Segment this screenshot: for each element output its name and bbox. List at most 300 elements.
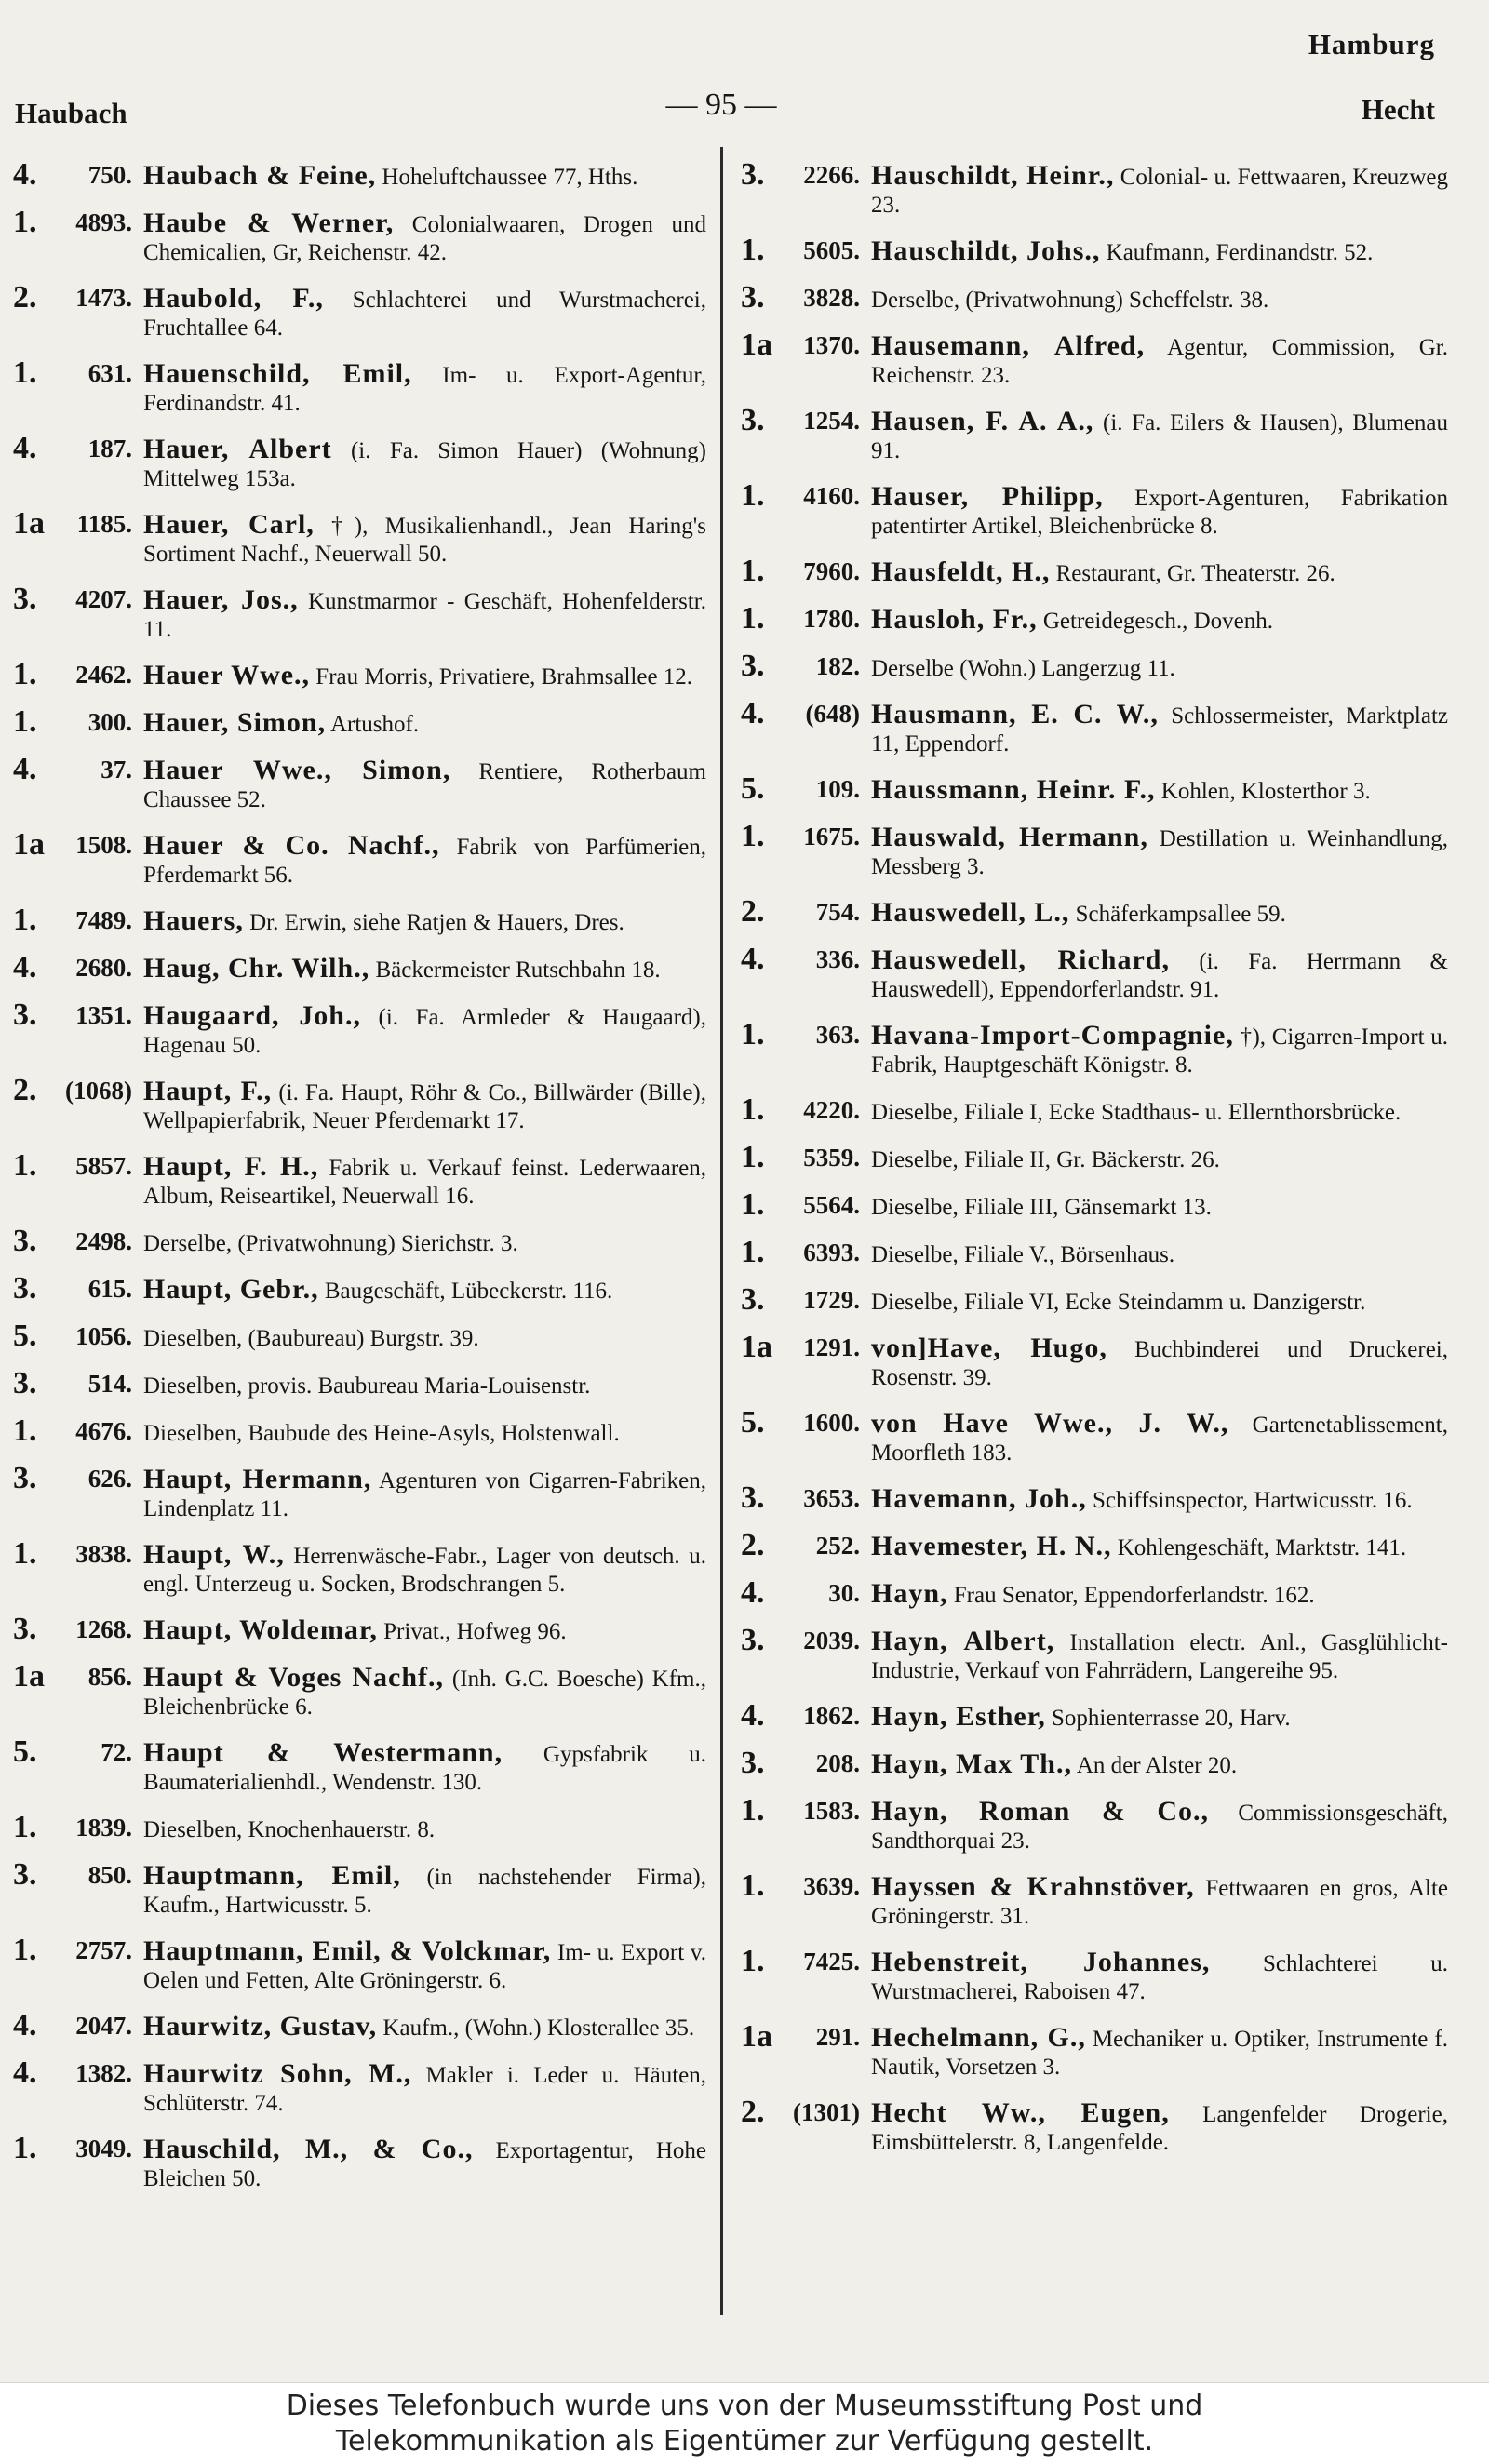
exchange-zone: 1. xyxy=(13,1148,37,1183)
entry-text xyxy=(871,2020,1448,2082)
subscriber-details: †), Cigarren-Import u. Fabrik, Hauptgeschäft Königstr. 8. xyxy=(871,1024,1448,1078)
subscriber-details: Im- u. Export v. Oelen und Fetten, Alte Gröningerstr. 6. xyxy=(143,1940,706,1993)
directory-entry xyxy=(741,555,1448,588)
phone-number: 3653. xyxy=(803,1484,860,1512)
phone-number: 7489. xyxy=(75,906,132,934)
exchange-zone: 3. xyxy=(741,649,765,683)
entry-text xyxy=(871,328,1448,390)
subscriber-details: Dr. Erwin, siehe Ratjen & Hauers, Dres. xyxy=(243,910,624,935)
entry-text xyxy=(143,1319,706,1353)
subscriber-details: Privat., Hofweg 96. xyxy=(377,1619,567,1644)
phone-number: 4893. xyxy=(75,208,132,236)
subscriber-details: Dieselbe, Filiale VI, Ecke Steindamm u. Danzigerstr. xyxy=(871,1290,1366,1315)
exchange-zone: 1. xyxy=(13,1413,37,1448)
phone-number: 5564. xyxy=(803,1191,860,1219)
exchange-zone: 4. xyxy=(741,1575,765,1610)
entry-text xyxy=(143,281,706,342)
exchange-zone: 1a xyxy=(13,1659,45,1694)
subscriber-details: Derselbe, (Privatwohnung) Sierichstr. 3. xyxy=(143,1231,518,1256)
subscriber-name: Hauer & Co. Nachf., xyxy=(143,830,440,861)
entry-text xyxy=(143,1660,706,1721)
exchange-zone: 1. xyxy=(13,1536,37,1571)
directory-entry xyxy=(741,1236,1448,1269)
subscriber-name: Hauschildt, Johs., xyxy=(871,235,1101,266)
entry-text xyxy=(143,1272,706,1306)
subscriber-details: Export-Agenturen, Fabrikation patentirter Artikel, Bleichenbrücke 8. xyxy=(871,486,1448,539)
subscriber-name: Hechelmann, G., xyxy=(871,2022,1086,2053)
exchange-zone: 1a xyxy=(13,827,45,862)
subscriber-details: Kohlen, Klosterthor 3. xyxy=(1155,779,1371,804)
entry-text xyxy=(143,206,706,267)
exchange-zone: 4. xyxy=(13,752,37,786)
subscriber-name: Hayn, Roman & Co., xyxy=(871,1796,1210,1827)
entry-text xyxy=(871,1093,1448,1127)
entry-text xyxy=(871,1747,1448,1780)
entry-text xyxy=(871,404,1448,465)
subscriber-details: Baugeschäft, Lübeckerstr. 116. xyxy=(318,1279,613,1304)
phone-number: 3639. xyxy=(803,1872,860,1900)
subscriber-name: Hausen, F. A. A., xyxy=(871,406,1094,436)
exchange-zone: 1. xyxy=(741,478,765,513)
exchange-zone: 4. xyxy=(13,157,37,192)
phone-number: 291. xyxy=(815,2023,860,2051)
subscriber-details: Colonial- u. Fettwaaren, Kreuzweg 23. xyxy=(871,165,1448,218)
phone-number: 631. xyxy=(87,359,132,387)
subscriber-name: Hauer, Carl, xyxy=(143,509,315,540)
directory-entry xyxy=(741,1747,1448,1780)
exchange-zone: 3. xyxy=(741,1480,765,1515)
phone-number: 7425. xyxy=(803,1948,860,1975)
phone-number: 2039. xyxy=(803,1627,860,1654)
subscriber-name: Hauer, Albert xyxy=(143,434,332,464)
entry-text xyxy=(143,432,706,493)
entry-text xyxy=(871,1529,1448,1562)
exchange-zone: 2. xyxy=(741,1528,765,1562)
subscriber-details: (i. Fa. Haupt, Röhr & Co., Billwärder (Bille), Wellpapierfabrik, Neuer Pferdemarkt 17. xyxy=(143,1080,707,1133)
exchange-zone: 3. xyxy=(741,403,765,437)
subscriber-details: Buchbinderei und Druckerei, Rosenstr. 39. xyxy=(871,1337,1448,1390)
exchange-zone: 1. xyxy=(741,554,765,588)
directory-entry xyxy=(741,1794,1448,1855)
phone-number: 1254. xyxy=(803,407,860,435)
exchange-zone: 1. xyxy=(741,1793,765,1828)
subscriber-details: Colonialwaaren, Drogen und Chemicalien, Gr, Reichenstr. 42. xyxy=(143,212,706,265)
phone-number: 30. xyxy=(828,1579,860,1607)
subscriber-details: Mechaniker u. Optiker, Instrumente f. Nautik, Vorsetzen 3. xyxy=(871,2027,1448,2080)
directory-entry xyxy=(13,1660,706,1721)
entry-text xyxy=(143,356,706,418)
subscriber-name: Haupt, Woldemar, xyxy=(143,1614,378,1645)
entry-text xyxy=(143,583,706,644)
exchange-zone: 3. xyxy=(741,1746,765,1780)
directory-entry xyxy=(741,1869,1448,1931)
phone-number: 850. xyxy=(87,1861,132,1889)
subscriber-details: (Inh. G.C. Boesche) Kfm., Bleichenbrücke 6. xyxy=(143,1667,706,1720)
directory-entry xyxy=(741,602,1448,636)
subscriber-name: Haug, Chr. Wilh., xyxy=(143,953,370,984)
directory-entry xyxy=(13,158,706,192)
footer-line-1: Dieses Telefonbuch wurde uns von der Museumsstiftung Post und xyxy=(286,2390,1203,2422)
phone-number: 252. xyxy=(815,1532,860,1560)
exchange-zone: 3. xyxy=(13,1857,37,1892)
subscriber-name: Hauer Wwe., xyxy=(143,660,311,690)
phone-number: 1268. xyxy=(75,1615,132,1643)
entry-text xyxy=(143,1414,706,1448)
entry-text xyxy=(871,281,1448,315)
subscriber-details: Agenturen von Cigarren-Fabriken, Lindenplatz 11. xyxy=(143,1468,706,1521)
entry-text xyxy=(143,828,706,890)
directory-entry xyxy=(741,1945,1448,2006)
entry-text xyxy=(871,697,1448,758)
subscriber-name: Haubold, F., xyxy=(143,283,324,314)
exchange-zone: 5. xyxy=(741,1405,765,1440)
phone-number: (1301) xyxy=(793,2098,860,2126)
subscriber-details: Langenfelder Drogerie, Eimsbüttelerstr. 8, Langenfelde. xyxy=(871,2102,1448,2155)
exchange-zone: 1a xyxy=(741,328,772,362)
phone-number: 336. xyxy=(815,945,860,973)
phone-number: (648) xyxy=(805,700,860,728)
subscriber-details: Dieselbe, Filiale V., Börsenhaus. xyxy=(871,1242,1175,1267)
entry-text xyxy=(143,2056,706,2118)
subscriber-details: Gypsfabrik u. Baumaterialienhdl., Wendenstr. 130. xyxy=(143,1742,706,1795)
directory-entry xyxy=(13,2132,706,2193)
entry-text xyxy=(871,1576,1448,1610)
directory-entry xyxy=(741,820,1448,881)
directory-entry xyxy=(741,1093,1448,1127)
entry-text xyxy=(143,904,706,937)
subscriber-details: Dieselbe, Filiale III, Gänsemarkt 13. xyxy=(871,1195,1212,1220)
footer-line-2: Telekommunikation als Eigentümer zur Verfügung gestellt. xyxy=(335,2425,1154,2457)
directory-entry xyxy=(741,943,1448,1004)
directory-entry xyxy=(741,895,1448,929)
phone-number: 109. xyxy=(815,775,860,803)
exchange-zone: 4. xyxy=(13,2056,37,2090)
exchange-zone: 1. xyxy=(741,1187,765,1222)
entry-text xyxy=(871,1236,1448,1269)
phone-number: 1839. xyxy=(75,1814,132,1841)
subscriber-details: Installation electr. Anl., Gasglühlicht-Industrie, Verkauf von Fahrrädern, Langereihe 95. xyxy=(871,1630,1449,1683)
entry-text xyxy=(143,1367,706,1400)
phone-number: 5605. xyxy=(803,236,860,264)
subscriber-name: Haupt & Voges Nachf., xyxy=(143,1662,445,1693)
subscriber-details: Schiffsinspector, Hartwicusstr. 16. xyxy=(1086,1488,1413,1513)
entry-text xyxy=(143,2009,706,2042)
subscriber-details: Dieselben, provis. Baubureau Maria-Louisenstr. xyxy=(143,1373,591,1399)
phone-number: 1056. xyxy=(75,1322,132,1350)
subscriber-name: Haurwitz Sohn, M., xyxy=(143,2058,412,2089)
subscriber-name: Hauswald, Hermann, xyxy=(871,822,1148,852)
directory-entry xyxy=(741,479,1448,541)
subscriber-details: Schlachterei u. Wurstmacherei, Raboisen 47. xyxy=(871,1951,1448,2004)
directory-entry xyxy=(13,1367,706,1400)
directory-entry xyxy=(13,1735,706,1797)
exchange-zone: 1. xyxy=(13,657,37,691)
directory-entry xyxy=(741,234,1448,267)
subscriber-name: Haugaard, Joh., xyxy=(143,1000,361,1031)
entry-text xyxy=(143,998,706,1060)
exchange-zone: 3. xyxy=(13,1366,37,1400)
directory-entry xyxy=(741,404,1448,465)
directory-entry xyxy=(741,1141,1448,1174)
exchange-zone: 3. xyxy=(741,280,765,315)
directory-entry xyxy=(741,649,1448,683)
subscriber-name: von]Have, Hugo, xyxy=(871,1332,1107,1363)
directory-entry xyxy=(13,1149,706,1211)
entry-text xyxy=(871,820,1448,881)
subscriber-name: Havemester, H. N., xyxy=(871,1531,1112,1561)
exchange-zone: 1. xyxy=(741,1092,765,1127)
subscriber-details: Fabrik von Parfümerien, Pferdemarkt 56. xyxy=(143,835,706,888)
entry-text xyxy=(871,479,1448,541)
subscriber-details: Fettwaaren en gros, Alte Gröningerstr. 31. xyxy=(871,1876,1448,1929)
entry-text xyxy=(143,1811,706,1844)
subscriber-details: Frau Senator, Eppendorferlandstr. 162. xyxy=(947,1583,1315,1608)
entry-text xyxy=(871,1869,1448,1931)
subscriber-name: Hayn, xyxy=(871,1578,948,1609)
directory-entry xyxy=(13,2009,706,2042)
subscriber-name: Haupt & Westermann, xyxy=(143,1737,503,1768)
entry-text xyxy=(871,1699,1448,1733)
entry-text xyxy=(871,555,1448,588)
exchange-zone: 3. xyxy=(13,582,37,616)
phone-number: 3049. xyxy=(75,2135,132,2163)
exchange-zone: 3. xyxy=(13,1461,37,1495)
directory-entry xyxy=(13,1613,706,1646)
subscriber-name: Hayn, Esther, xyxy=(871,1701,1046,1732)
entry-text xyxy=(143,1074,706,1135)
phone-number: 4676. xyxy=(75,1417,132,1445)
subscriber-name: Hebenstreit, Johannes, xyxy=(871,1947,1211,1977)
subscriber-name: Hayn, Albert, xyxy=(871,1626,1055,1656)
directory-entry xyxy=(741,1529,1448,1562)
subscriber-details: Frau Morris, Privatiere, Brahmsallee 12. xyxy=(310,664,693,690)
entry-text xyxy=(871,1331,1448,1392)
subscriber-details: (i. Fa. Simon Hauer) (Wohnung) Mittelweg 153a. xyxy=(143,438,707,491)
exchange-zone: 1. xyxy=(741,819,765,853)
phone-number: 1473. xyxy=(75,284,132,312)
directory-entry xyxy=(13,1225,706,1258)
exchange-zone: 4. xyxy=(741,1698,765,1733)
phone-number: 615. xyxy=(87,1275,132,1303)
entry-text xyxy=(143,2132,706,2193)
subscriber-name: Hauer, Jos., xyxy=(143,584,299,615)
exchange-zone: 1. xyxy=(13,1933,37,1967)
directory-entry xyxy=(741,772,1448,806)
exchange-zone: 1. xyxy=(741,1017,765,1051)
subscriber-details: Derselbe, (Privatwohnung) Scheffelstr. 38. xyxy=(871,288,1269,313)
exchange-zone: 1. xyxy=(13,704,37,739)
subscriber-name: Hauptmann, Emil, & Volckmar, xyxy=(143,1935,552,1966)
subscriber-details: Agentur, Commission, Gr. Reichenstr. 23. xyxy=(871,335,1448,388)
subscriber-name: Hausfeldt, H., xyxy=(871,556,1051,587)
entry-text xyxy=(143,951,706,984)
phone-number: 187. xyxy=(87,435,132,462)
subscriber-name: Hauer Wwe., Simon, xyxy=(143,755,451,785)
subscriber-details: Dieselbe, Filiale I, Ecke Stadthaus- u. Ellernthorsbrücke. xyxy=(871,1100,1402,1125)
exchange-zone: 1. xyxy=(741,1140,765,1174)
subscriber-name: Haupt, W., xyxy=(143,1539,285,1570)
directory-entry xyxy=(13,432,706,493)
phone-number: 1370. xyxy=(803,331,860,359)
subscriber-details: Schlossermeister, Marktplatz 11, Eppendorf. xyxy=(871,703,1449,757)
subscriber-name: Haurwitz, Gustav, xyxy=(143,2011,378,2042)
subscriber-name: Havana-Import-Compagnie, xyxy=(871,1020,1234,1051)
subscriber-details: Dieselben, (Baubureau) Burgstr. 39. xyxy=(143,1326,479,1351)
subscriber-name: Haupt, Gebr., xyxy=(143,1274,319,1305)
subscriber-name: Hausemann, Alfred, xyxy=(871,330,1146,361)
directory-entry xyxy=(741,328,1448,390)
subscriber-name: Hayssen & Krahnstöver, xyxy=(871,1871,1195,1902)
exchange-zone: 1. xyxy=(13,2131,37,2165)
phone-number: 1583. xyxy=(803,1797,860,1825)
entry-text xyxy=(143,1149,706,1211)
subscriber-details: (i. Fa. Herrmann & Hauswedell), Eppendorferlandstr. 91. xyxy=(871,949,1448,1002)
entry-text xyxy=(871,1018,1448,1079)
entry-text xyxy=(143,158,706,192)
exchange-zone: 5. xyxy=(13,1734,37,1769)
directory-entry xyxy=(13,1272,706,1306)
entry-text xyxy=(143,1537,706,1599)
directory-entry xyxy=(741,1188,1448,1222)
phone-number: 363. xyxy=(815,1021,860,1049)
phone-number: 182. xyxy=(815,652,860,680)
entry-text xyxy=(871,772,1448,806)
phone-number: 1862. xyxy=(803,1702,860,1730)
exchange-zone: 1. xyxy=(741,1944,765,1978)
entry-text xyxy=(871,1945,1448,2006)
phone-number: 2266. xyxy=(803,161,860,189)
entry-text xyxy=(143,1858,706,1920)
phone-number: 72. xyxy=(101,1738,132,1766)
phone-number: 1382. xyxy=(75,2059,132,2087)
exchange-zone: 3. xyxy=(741,1623,765,1657)
directory-entry xyxy=(13,1537,706,1599)
footer-notice xyxy=(0,2382,1489,2464)
exchange-zone: 2. xyxy=(741,894,765,929)
directory-entry xyxy=(13,998,706,1060)
subscriber-details: Im- u. Export-Agentur, Ferdinandstr. 41. xyxy=(143,363,707,416)
directory-entry xyxy=(741,281,1448,315)
entry-text xyxy=(871,1624,1448,1685)
subscriber-name: Hayn, Max Th., xyxy=(871,1748,1072,1779)
subscriber-details: Fabrik u. Verkauf feinst. Lederwaaren, Album, Reiseartikel, Neuerwall 16. xyxy=(143,1156,706,1209)
directory-entry xyxy=(741,1576,1448,1610)
directory-entry xyxy=(13,507,706,569)
subscriber-details: Kaufmann, Ferdinandstr. 52. xyxy=(1100,240,1374,265)
exchange-zone: 2. xyxy=(13,1073,37,1107)
subscriber-name: Hausmann, E. C. W., xyxy=(871,699,1159,730)
exchange-zone: 3. xyxy=(741,157,765,192)
subscriber-details: (i. Fa. Eilers & Hausen), Blumenau 91. xyxy=(871,410,1448,463)
directory-entry xyxy=(13,705,706,739)
exchange-zone: 3. xyxy=(13,1224,37,1258)
phone-number: 626. xyxy=(87,1465,132,1493)
exchange-zone: 1. xyxy=(741,601,765,636)
phone-number: 37. xyxy=(101,756,132,783)
subscriber-name: Hauschildt, Heinr., xyxy=(871,160,1115,191)
phone-number: 2757. xyxy=(75,1936,132,1964)
subscriber-details: Kunstmarmor - Geschäft, Hohenfelderstr. 11. xyxy=(143,589,706,642)
exchange-zone: 1a xyxy=(741,1330,772,1364)
exchange-zone: 1a xyxy=(741,2019,772,2054)
directory-entry xyxy=(741,1624,1448,1685)
exchange-zone: 4. xyxy=(741,696,765,730)
directory-entry xyxy=(741,697,1448,758)
entry-text xyxy=(143,705,706,739)
entry-text xyxy=(871,1481,1448,1515)
phone-number: 2498. xyxy=(75,1227,132,1255)
phone-number: 7960. xyxy=(803,557,860,585)
entry-text xyxy=(871,234,1448,267)
directory-entry xyxy=(741,158,1448,220)
exchange-zone: 1. xyxy=(741,1868,765,1903)
page-number: — 95 — xyxy=(665,87,777,122)
left-column xyxy=(13,158,706,2207)
subscriber-name: Havemann, Joh., xyxy=(871,1483,1087,1514)
exchange-zone: 1. xyxy=(741,1235,765,1269)
subscriber-details: Restaurant, Gr. Theaterstr. 26. xyxy=(1050,561,1335,586)
directory-entry xyxy=(741,1283,1448,1317)
phone-number: 1291. xyxy=(803,1333,860,1361)
phone-number: 4207. xyxy=(75,585,132,613)
entry-text xyxy=(871,943,1448,1004)
subscriber-name: Hauswedell, Richard, xyxy=(871,944,1170,975)
phone-number: 3838. xyxy=(75,1540,132,1568)
directory-entry xyxy=(13,828,706,890)
phone-number: 1780. xyxy=(803,605,860,633)
entry-text xyxy=(871,2096,1448,2157)
city-heading: Hamburg xyxy=(1308,28,1435,60)
exchange-zone: 2. xyxy=(741,2095,765,2129)
directory-entry xyxy=(13,356,706,418)
exchange-zone: 3. xyxy=(13,998,37,1032)
phone-number: 1729. xyxy=(803,1286,860,1314)
column-divider xyxy=(720,147,723,2315)
phone-number: 2047. xyxy=(75,2012,132,2040)
subscriber-name: Hecht Ww., Eugen, xyxy=(871,2097,1170,2128)
directory-entry xyxy=(13,1858,706,1920)
subscriber-details: Kaufm., (Wohn.) Klosterallee 35. xyxy=(377,2015,695,2041)
subscriber-details: Herrenwäsche-Fabr., Lager von deutsch. u. engl. Unterzeug u. Socken, Brodschrangen 5. xyxy=(143,1544,706,1597)
subscriber-name: Hauswedell, L., xyxy=(871,897,1070,928)
exchange-zone: 4. xyxy=(741,942,765,976)
directory-entry xyxy=(741,2020,1448,2082)
directory-entry xyxy=(13,753,706,814)
directory-entry xyxy=(13,904,706,937)
subscriber-details: An der Alster 20. xyxy=(1072,1753,1238,1778)
phone-number: 750. xyxy=(87,161,132,189)
entry-text xyxy=(871,649,1448,683)
phone-number: 6393. xyxy=(803,1239,860,1266)
subscriber-details: Dieselben, Baubude des Heine-Asyls, Holstenwall. xyxy=(143,1421,620,1446)
subscriber-name: Hauers, xyxy=(143,905,244,936)
exchange-zone: 4. xyxy=(13,2008,37,2042)
phone-number: 1508. xyxy=(75,831,132,859)
subscriber-name: Haupt, F., xyxy=(143,1076,273,1106)
subscriber-details: (i. Fa. Armleder & Haugaard), Hagenau 50. xyxy=(143,1005,706,1058)
directory-entry xyxy=(13,583,706,644)
directory-entry xyxy=(13,1934,706,1995)
right-keyword: Hecht xyxy=(1361,93,1435,126)
entry-text xyxy=(143,507,706,569)
directory-entry xyxy=(13,1319,706,1353)
exchange-zone: 4. xyxy=(13,950,37,984)
subscriber-name: Hausloh, Fr., xyxy=(871,604,1038,635)
phone-number: 2462. xyxy=(75,661,132,689)
directory-entry xyxy=(741,1331,1448,1392)
directory-entry xyxy=(13,281,706,342)
directory-entry xyxy=(13,1074,706,1135)
